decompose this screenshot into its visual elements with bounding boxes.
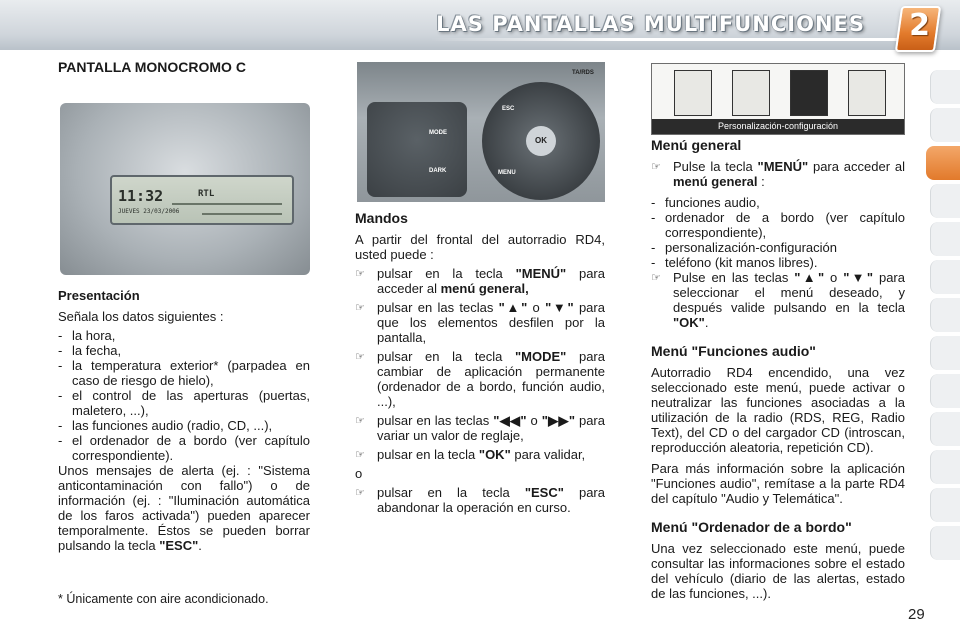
monochrome-display-photo xyxy=(60,103,310,275)
page-title: LAS PANTALLAS MULTIFUNCIONES xyxy=(436,12,865,36)
list-item: ☞ pulsar en la tecla "MENÚ" para acceder al menú general, xyxy=(355,266,605,296)
list-item: ☞ pulsar en la tecla "MODE" para cambiar de aplicación permanente (ordenador de a bordo, función audio, ...), xyxy=(355,349,605,409)
column-menus xyxy=(651,138,905,605)
display-time: 11:32 xyxy=(118,187,164,205)
chapter-tab[interactable] xyxy=(930,260,960,294)
list-item: - la fecha, xyxy=(58,343,310,358)
presentacion-title: Presentación xyxy=(58,288,140,303)
list-item: ☞ pulsar en las teclas "▲" o "▼" para que los elementos desfilen por la pantalla, xyxy=(355,300,605,345)
key-up: "▲" xyxy=(498,300,528,315)
pointing-hand-icon: ☞ xyxy=(355,301,365,314)
menu-general-list xyxy=(651,195,905,270)
presentacion-list xyxy=(58,328,310,463)
audio-icon xyxy=(674,70,712,116)
alert-paragraph xyxy=(58,463,310,553)
alert-end: . xyxy=(198,538,202,553)
key-mode: "MODE" xyxy=(515,349,567,364)
mandos-list-2 xyxy=(355,485,605,515)
list-item: ☞ Pulse la tecla "MENÚ" para acceder al menú general : xyxy=(651,159,905,189)
presentacion-intro: Señala los datos siguientes : xyxy=(58,309,224,324)
chapter-tab[interactable] xyxy=(930,70,960,104)
mandos-title: Mandos xyxy=(355,210,408,226)
list-item: - personalización-configuración xyxy=(651,240,905,255)
list-item: - las funciones audio (radio, CD, ...), xyxy=(58,418,310,433)
display-date: JUEVES 23/03/2006 xyxy=(118,208,180,215)
chapter-tab[interactable] xyxy=(930,108,960,142)
footnote: * Únicamente con aire acondicionado. xyxy=(58,592,269,606)
phone-icon xyxy=(848,70,886,116)
list-item: ☞ pulsar en la tecla "OK" para validar, xyxy=(355,447,586,462)
ok-button[interactable]: OK xyxy=(526,126,556,156)
list-item: - el ordenador de a bordo (ver capítulo correspondiente). xyxy=(58,433,310,463)
list-item: ☞ pulsar en las teclas "◀◀" o "▶▶" para variar un valor de reglaje, xyxy=(355,413,605,443)
header-swoosh xyxy=(430,38,900,41)
key-forward: "▶▶" xyxy=(541,413,576,428)
section-title: PANTALLA MONOCROMO C xyxy=(58,59,246,75)
chapter-tabs xyxy=(930,70,960,564)
pointing-hand-icon: ☞ xyxy=(355,486,365,499)
key-down: "▼" xyxy=(843,270,874,285)
key-esc: "ESC" xyxy=(524,485,564,500)
menu-general-label: menú general xyxy=(673,174,758,189)
key-ok: "OK" xyxy=(673,315,705,330)
chapter-tab[interactable] xyxy=(930,526,960,560)
list-item: - la temperatura exterior* (parpadea en caso de riesgo de hielo), xyxy=(58,358,310,388)
menu-ordenador-paragraph: Una vez seleccionado este menú, puede consultar las informaciones sobre el estado del vehículo (diario de las alertas, estado de las funciones, ...). xyxy=(651,541,905,601)
chapter-tab[interactable] xyxy=(930,222,960,256)
list-item: - teléfono (kit manos libres). xyxy=(651,255,905,270)
menu-general-steps-2 xyxy=(651,270,905,330)
key-down: "▼" xyxy=(545,300,574,315)
pointing-hand-icon: ☞ xyxy=(355,414,365,427)
pointing-hand-icon: ☞ xyxy=(355,267,365,280)
trip-computer-icon xyxy=(732,70,770,116)
chapter-number: 2 xyxy=(909,8,930,43)
key-menu: "MENÚ" xyxy=(515,266,567,281)
chapter-tab[interactable] xyxy=(930,374,960,408)
key-ok: "OK" xyxy=(478,447,511,462)
chapter-tab[interactable] xyxy=(930,450,960,484)
list-item: ☞ pulsar en la tecla "ESC" para abandonar la operación en curso. xyxy=(355,485,605,515)
pointing-hand-icon: ☞ xyxy=(651,271,661,284)
menu-general-screen xyxy=(651,63,905,135)
esc-button[interactable]: ESC xyxy=(502,106,515,112)
column-controls xyxy=(355,211,605,519)
pointing-hand-icon: ☞ xyxy=(651,160,661,173)
display-line xyxy=(172,203,282,205)
list-item: - funciones audio, xyxy=(651,195,905,210)
presentacion-block xyxy=(58,288,310,557)
rd4-navigation-dial xyxy=(482,82,600,200)
rd4-controls-photo xyxy=(357,62,605,202)
ta-button[interactable]: TA/RDS xyxy=(572,70,594,76)
menu-audio-paragraph-2: Para más información sobre la aplicación "Funciones audio", remítase a la parte RD4 del capítulo "Audio y Telemática". xyxy=(651,461,905,506)
display-line xyxy=(202,213,282,215)
chapter-tab[interactable] xyxy=(930,184,960,218)
list-item: - el control de las aperturas (puertas, maletero, ...), xyxy=(58,388,310,418)
page-number: 29 xyxy=(908,606,925,623)
column-monochrome-display xyxy=(58,60,310,81)
settings-icon xyxy=(790,70,828,116)
chapter-tab[interactable] xyxy=(930,298,960,332)
menu-general-title: Menú general xyxy=(651,137,742,153)
chapter-tab[interactable] xyxy=(930,412,960,446)
menu-audio-paragraph: Autorradio RD4 encendido, una vez seleccionado este menú, puede activar o neutralizar las funciones asociadas a la utilización de la radio (RDS, REG, Radio Text), del CD o del cargador CD (introscan, reproducción aleatoria, repetición CD). xyxy=(651,365,905,455)
key-menu: "MENÚ" xyxy=(757,159,809,174)
rd4-left-panel xyxy=(367,102,467,197)
chapter-tab[interactable] xyxy=(930,488,960,522)
mandos-intro: A partir del frontal del autorradio RD4, usted puede : xyxy=(355,232,605,262)
chapter-tab[interactable] xyxy=(930,336,960,370)
key-up: "▲" xyxy=(794,270,825,285)
list-item: - ordenador de a bordo (ver capítulo correspondiente), xyxy=(651,210,905,240)
alert-text: Unos mensajes de alerta (ej. : "Sistema anticontaminación con fallo") o de información (ej. : "Iluminación automática de los faros activada") pueden aparecer temporalmente. Éstos se pueden borrar pulsando la tecla xyxy=(58,463,310,553)
menu-audio-title: Menú "Funciones audio" xyxy=(651,343,816,359)
menu-general-label: menú general, xyxy=(440,281,529,296)
chapter-tab-active[interactable] xyxy=(926,146,960,180)
menu-selection-bar: Personalización-configuración xyxy=(652,119,904,134)
menu-button[interactable]: MENU xyxy=(498,170,516,176)
pointing-hand-icon: ☞ xyxy=(355,350,365,363)
mode-button[interactable]: MODE xyxy=(429,130,447,136)
dark-button[interactable]: DARK xyxy=(429,168,447,174)
list-item: ☞ Pulse en las teclas "▲" o "▼" para seleccionar el menú deseado, y después valide pulsando en la tecla "OK". xyxy=(651,270,905,330)
pointing-hand-icon: ☞ xyxy=(355,448,365,461)
display-station: RTL xyxy=(198,189,215,199)
or-text: o xyxy=(355,466,363,481)
display-screen xyxy=(110,175,294,225)
list-item: - la hora, xyxy=(58,328,310,343)
menu-ordenador-title: Menú "Ordenador de a bordo" xyxy=(651,519,852,535)
mandos-list xyxy=(355,266,605,462)
key-esc: "ESC" xyxy=(159,538,199,553)
key-rewind: "◀◀" xyxy=(493,413,527,428)
menu-general-steps xyxy=(651,159,905,189)
